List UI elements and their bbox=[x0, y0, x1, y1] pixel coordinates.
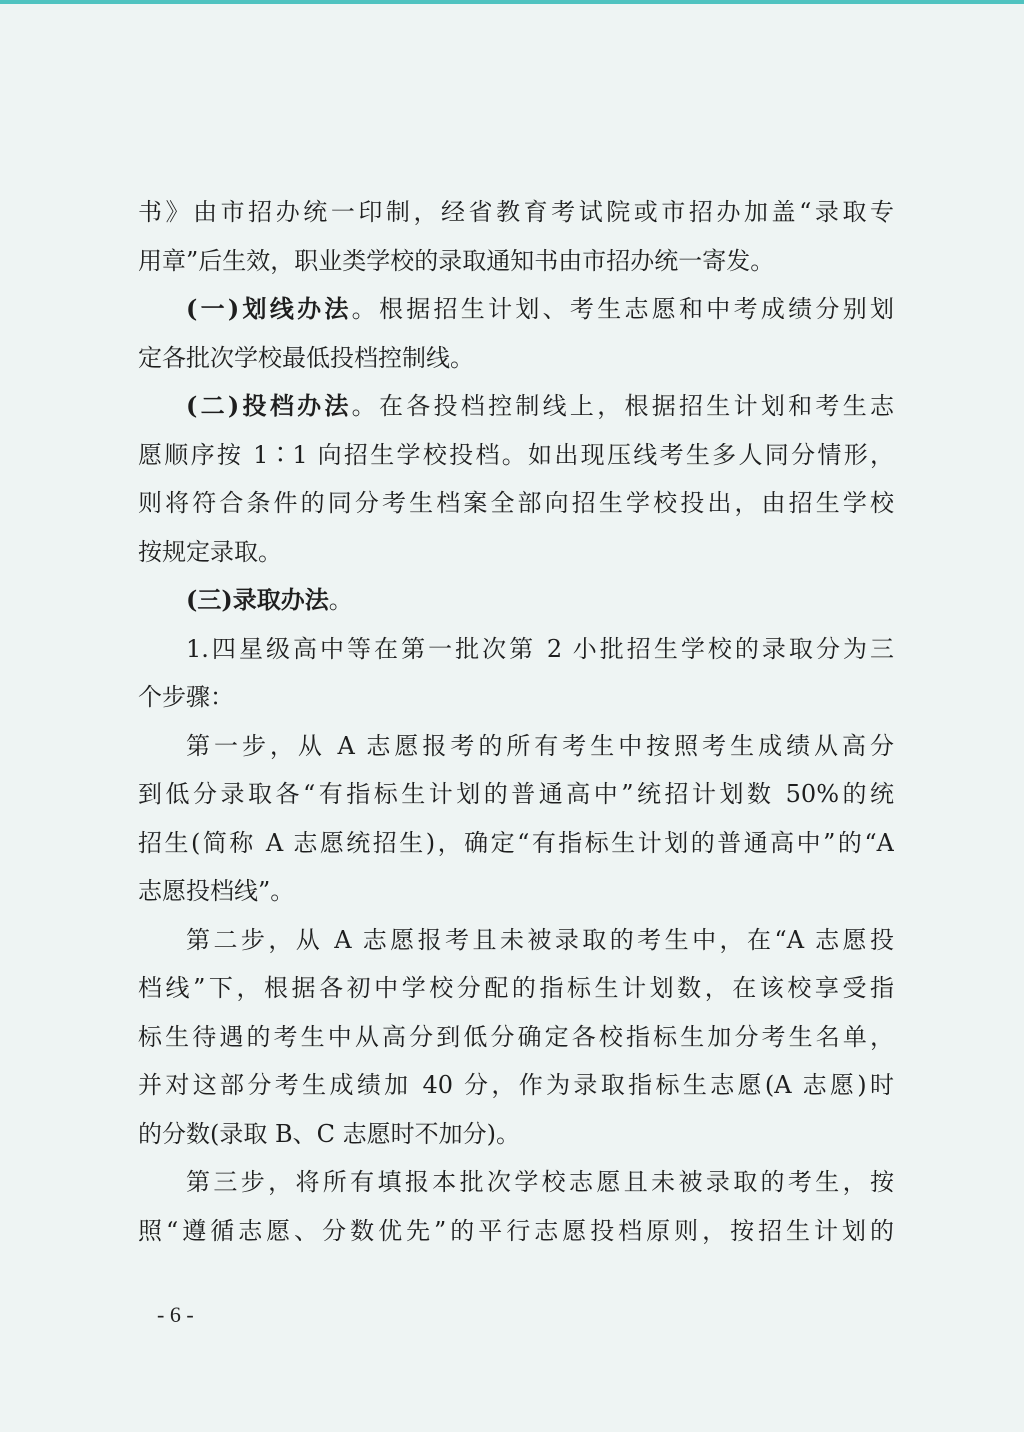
line-text: 第三步，将所有填报本批次学校志愿且未被录取的考生，按 bbox=[186, 1168, 894, 1196]
text-line bbox=[138, 285, 894, 334]
line-text: 定各批次学校最低投档控制线。 bbox=[138, 343, 474, 372]
text-line bbox=[138, 1061, 894, 1110]
text-line bbox=[138, 770, 894, 819]
text-line bbox=[138, 528, 894, 577]
line-text: 按规定录取。 bbox=[138, 537, 282, 566]
line-text: 1.四星级高中等在第一批次第 2 小批招生学校的录取分为三 bbox=[186, 634, 894, 663]
section-heading: (三)录取办法 bbox=[186, 585, 329, 614]
text-line bbox=[138, 819, 894, 868]
text-line bbox=[138, 673, 894, 722]
text-line bbox=[138, 576, 894, 625]
text-line bbox=[138, 867, 894, 916]
text-line bbox=[138, 1110, 894, 1159]
line-text: 个步骤： bbox=[138, 683, 234, 711]
text-line bbox=[138, 188, 894, 237]
text-line bbox=[138, 479, 894, 528]
line-text: 并对这部分考生成绩加 40 分，作为录取指标生志愿(A 志愿)时 bbox=[138, 1071, 894, 1099]
text-line bbox=[138, 1207, 894, 1256]
line-text: 。 bbox=[328, 586, 353, 614]
line-text: 档线”下，根据各初中学校分配的指标生计划数，在该校享受指 bbox=[138, 974, 894, 1002]
text-line bbox=[138, 625, 894, 674]
line-text: 标生待遇的考生中从高分到低分确定各校指标生加分考生名单， bbox=[138, 1022, 894, 1051]
line-text: 照“遵循志愿、分数优先”的平行志愿投档原则，按招生计划的 bbox=[138, 1216, 894, 1245]
text-line bbox=[138, 382, 894, 431]
text-line bbox=[138, 722, 894, 771]
line-text: 愿顺序按 1∶1 向招生学校投档。如出现压线考生多人同分情形， bbox=[138, 440, 894, 469]
page-number: - 6 - bbox=[157, 1302, 194, 1327]
line-text: 书》由市招办统一印制，经省教育考试院或市招办加盖“录取专 bbox=[138, 198, 894, 226]
text-line bbox=[138, 1158, 894, 1207]
text-line bbox=[138, 334, 894, 383]
line-text: 招生(简称 A 志愿统招生)，确定“有指标生计划的普通高中”的“A bbox=[138, 828, 894, 857]
line-text: 。在各投档控制线上，根据招生计划和考生志 bbox=[351, 392, 894, 420]
section-heading: (二)投档办法 bbox=[186, 391, 352, 420]
section-heading: (一)划线办法 bbox=[186, 294, 352, 323]
line-text: 用章”后生效，职业类学校的录取通知书由市招办统一寄发。 bbox=[138, 246, 775, 275]
text-line bbox=[138, 237, 894, 286]
line-text: 第二步，从 A 志愿报考且未被录取的考生中，在“A 志愿投 bbox=[186, 925, 894, 954]
line-text: 志愿投档线”。 bbox=[138, 877, 295, 905]
text-line bbox=[138, 916, 894, 965]
document-body bbox=[138, 188, 894, 1255]
text-line bbox=[138, 1013, 894, 1062]
line-text: 第一步，从 A 志愿报考的所有考生中按照考生成绩从高分 bbox=[186, 731, 894, 760]
line-text: 。根据招生计划、考生志愿和中考成绩分别划 bbox=[351, 295, 894, 323]
text-line bbox=[138, 964, 894, 1013]
text-line bbox=[138, 431, 894, 480]
scan-top-edge bbox=[0, 0, 1024, 4]
line-text: 则将符合条件的同分考生档案全部向招生学校投出，由招生学校 bbox=[138, 489, 894, 517]
line-text: 到低分录取各“有指标生计划的普通高中”统招计划数 50%的统 bbox=[138, 780, 894, 808]
line-text: 的分数(录取 B、C 志愿时不加分)。 bbox=[138, 1119, 520, 1148]
